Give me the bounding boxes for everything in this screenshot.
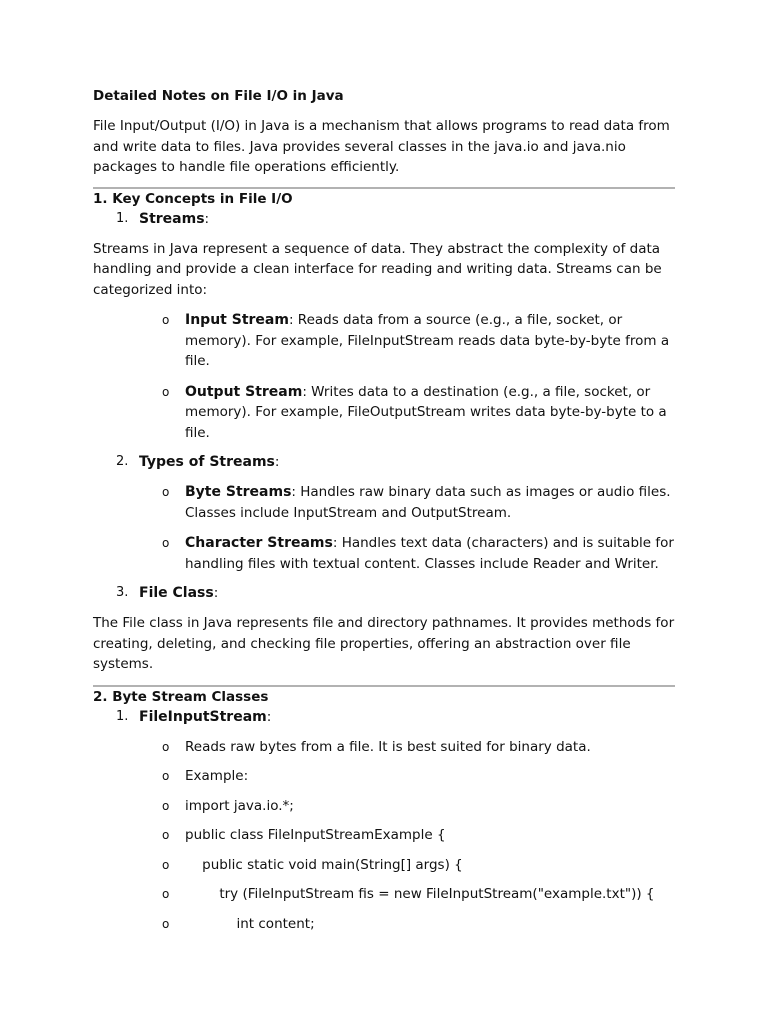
bullet-marker: o bbox=[162, 887, 170, 901]
bullet-example-label bbox=[93, 766, 675, 787]
bullet-code-line bbox=[93, 796, 675, 817]
code-text: try (FileInputStream fis = new FileInputStream("example.txt")) { bbox=[185, 886, 655, 902]
bullet-text: : Reads data from a source (e.g., a file, socket, or memory). For example, FileInputStream reads data byte-by-byte from a file. bbox=[185, 312, 670, 369]
numbered-item-types-of-streams bbox=[93, 452, 675, 472]
bullet-text: Reads raw bytes from a file. It is best suited for binary data. bbox=[185, 738, 591, 755]
item-suffix: : bbox=[213, 585, 219, 601]
bullet-text: : Handles text data (characters) and is suitable for handling files with textual content. Classes include Reader and Writer. bbox=[185, 535, 674, 572]
item-suffix: : bbox=[274, 454, 280, 470]
code-text: int content; bbox=[185, 915, 315, 932]
bullet-marker: o bbox=[162, 384, 170, 399]
bullet-marker: o bbox=[162, 739, 170, 754]
code-text: public class FileInputStreamExample { bbox=[185, 827, 446, 843]
item-number: 3. bbox=[116, 585, 129, 600]
bullet-code-line bbox=[93, 884, 675, 905]
code-text: import java.io.*; bbox=[185, 797, 294, 814]
bullet-input-stream bbox=[93, 310, 675, 372]
bullet-marker: o bbox=[162, 536, 170, 550]
streams-paragraph: Streams in Java represent a sequence of data. They abstract the complexity of data handling and provide a clean interface for reading and writing data. Streams can be categorized into: bbox=[93, 240, 662, 298]
bullet-term: Byte Streams bbox=[185, 484, 292, 500]
bullet-marker: o bbox=[162, 485, 170, 499]
document-page bbox=[93, 86, 675, 934]
bullet-character-streams bbox=[93, 533, 675, 574]
bullet-marker: o bbox=[162, 916, 170, 931]
bullet-code-line bbox=[93, 825, 675, 846]
bullet-code-line bbox=[93, 914, 675, 935]
document-title: Detailed Notes on File I/O in Java bbox=[93, 88, 344, 104]
bullet-marker: o bbox=[162, 313, 170, 327]
bullet-marker: o bbox=[162, 798, 170, 813]
item-number: 1. bbox=[116, 708, 129, 724]
item-term: File Class bbox=[139, 585, 214, 601]
item-term: Types of Streams bbox=[139, 454, 275, 470]
bullet-text: Example: bbox=[185, 768, 249, 784]
section-1-title: 1. Key Concepts in File I/O bbox=[93, 190, 293, 207]
item-number: 1. bbox=[116, 210, 129, 226]
section-2-title: 2. Byte Stream Classes bbox=[93, 688, 269, 705]
bullet-term: Output Stream bbox=[185, 383, 303, 400]
code-text: public static void main(String[] args) { bbox=[185, 856, 463, 873]
bullet-marker: o bbox=[162, 857, 170, 872]
bullet-text: : Handles raw binary data such as images or audio files. Classes include InputStream and OutputStream. bbox=[185, 484, 671, 521]
bullet-term: Character Streams bbox=[185, 535, 333, 551]
bullet-term: Input Stream bbox=[185, 312, 289, 328]
item-number: 2. bbox=[116, 454, 129, 469]
item-suffix: : bbox=[204, 210, 210, 227]
item-suffix: : bbox=[266, 708, 272, 725]
item-term: Streams bbox=[139, 210, 205, 227]
bullet-text: : Writes data to a destination (e.g., a file, socket, or memory). For example, FileOutputStream writes data byte-by-byte to a file. bbox=[185, 383, 667, 441]
bullet-reads-raw-bytes bbox=[93, 737, 675, 758]
file-class-paragraph: The File class in Java represents file and directory pathnames. It provides methods for creating, deleting, and checking file properties, offering an abstraction over file systems. bbox=[93, 615, 675, 672]
bullet-marker: o bbox=[162, 769, 170, 783]
numbered-item-file-class bbox=[93, 583, 675, 603]
bullet-output-stream bbox=[93, 382, 675, 444]
numbered-item-streams bbox=[93, 209, 675, 229]
item-term: FileInputStream bbox=[139, 708, 267, 725]
bullet-byte-streams bbox=[93, 482, 675, 523]
intro-paragraph: File Input/Output (I/O) in Java is a mechanism that allows programs to read data from and write data to files. Java provides several classes in the java.io and java.nio packages to handle file operations efficiently. bbox=[93, 118, 670, 175]
numbered-item-fileinputstream bbox=[93, 707, 675, 727]
bullet-marker: o bbox=[162, 828, 170, 842]
bullet-code-line bbox=[93, 855, 675, 876]
